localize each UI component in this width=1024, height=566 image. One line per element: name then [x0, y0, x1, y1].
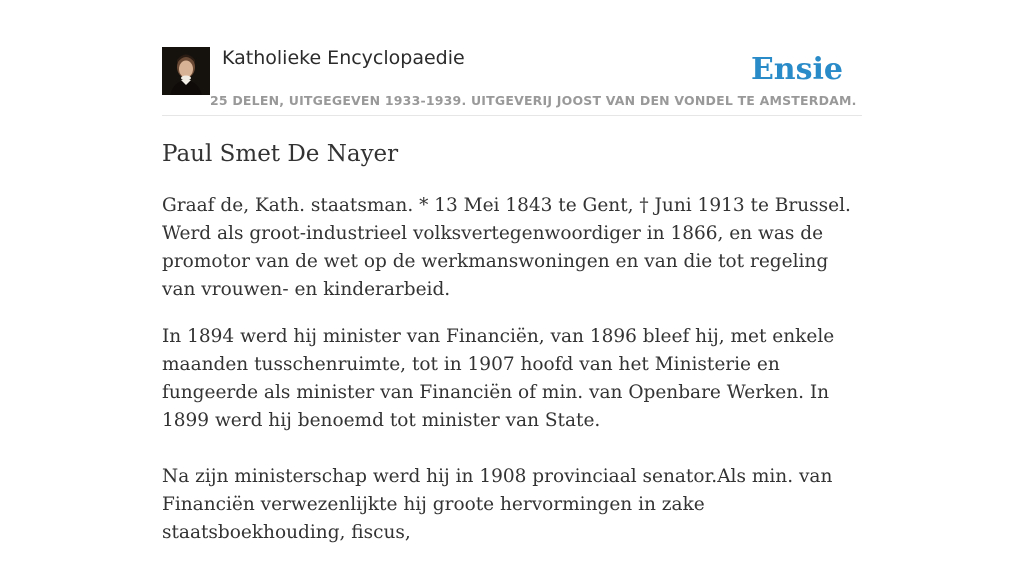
article-paragraph: Graaf de, Kath. staatsman. * 13 Mei 1843 te Gent, † Juni 1913 te Brussel. Werd als groot-industrieel volksvertegenwoordiger in 1866, en was de promotor van de wet op de werkmanswoningen en van die tot regeling van vrouwen- en kinderarbeid. — [162, 195, 851, 300]
article-title: Paul Smet De Nayer — [162, 141, 399, 167]
page-container — [162, 0, 862, 543]
portrait-avatar[interactable] — [162, 47, 210, 95]
site-subtitle: 25 DELEN, UITGEGEVEN 1933-1939. UITGEVERIJ JOOST VAN DEN VONDEL TE AMSTERDAM. — [210, 93, 857, 108]
portrait-icon — [162, 47, 210, 95]
article-paragraph: Na zijn ministerschap werd hij in 1908 provinciaal senator.Als min. van Financiën verwezenlijkte hij groote hervormingen in zake staatsboekhouding, fiscus, — [162, 466, 833, 543]
article-paragraph: In 1894 werd hij minister van Financiën, van 1896 bleef hij, met enkele maanden tusschenruimte, tot in 1907 hoofd van het Ministerie en fungeerde als minister van Financiën of min. van Openbare Werken. In 1899 werd hij benoemd tot minister van State. — [162, 326, 835, 431]
site-title[interactable]: Katholieke Encyclopaedie — [222, 47, 465, 69]
article-body — [162, 192, 862, 566]
site-header — [162, 0, 862, 116]
brand-logo[interactable]: Ensie — [750, 52, 843, 87]
